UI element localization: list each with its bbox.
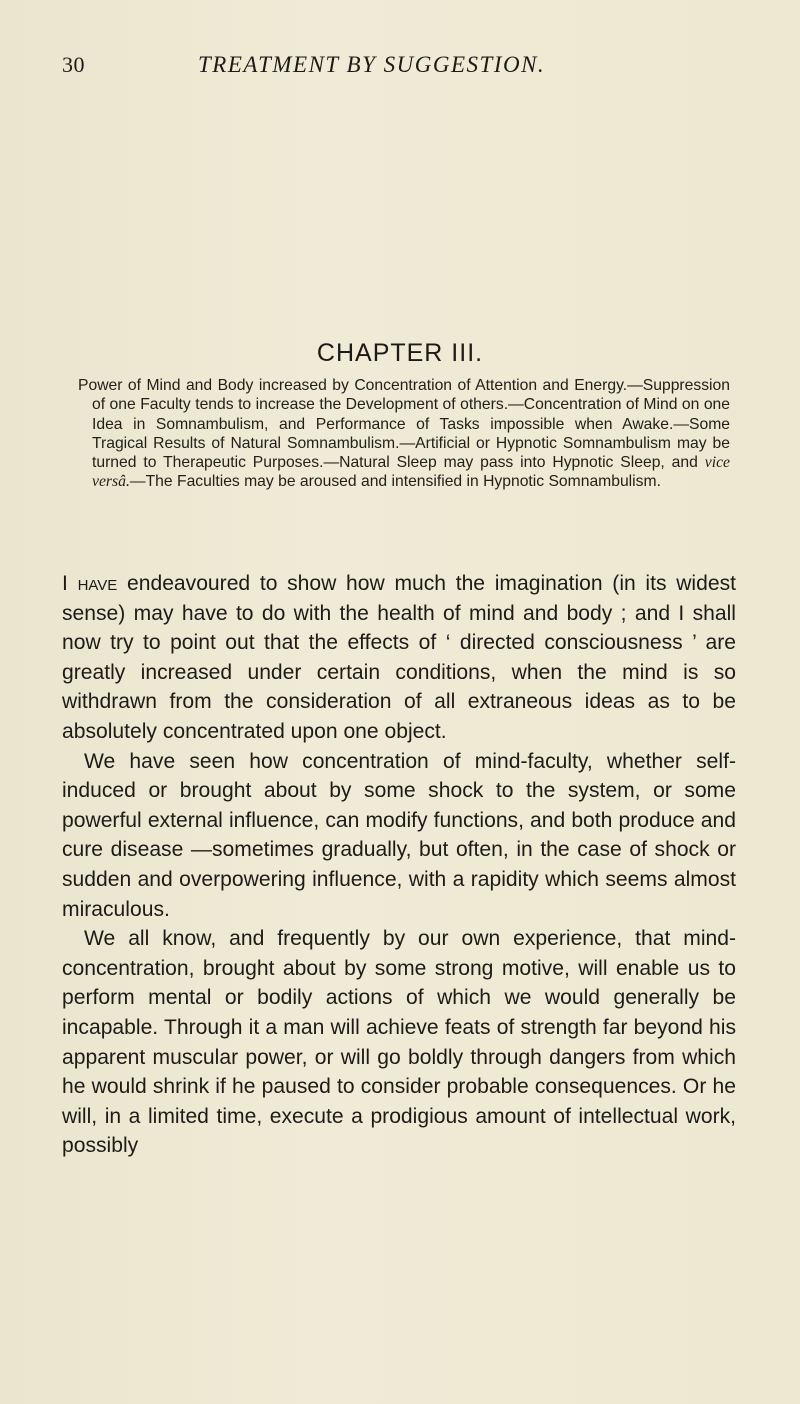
paragraph-2: We have seen how concentration of mind-faculty, whether self-induced or brought about by some shock to the system, or some powerful external influence, can modify functions, and both produce and cure disease —sometimes gradually, but often, in the case of shock or sudden and overpowering influence, with a rapidity which seems almost miraculous.: [62, 749, 736, 921]
chapter-synopsis: [78, 376, 730, 492]
opening-letter: I: [62, 572, 68, 595]
synopsis-text-1: Power of Mind and Body increased by Concentration of Attention and Energy.—Suppression of one Faculty tends to increase the Development of others.—Concentration of Mind on one Idea in Somnambulism, and Performance of Tasks impossible when Awake.—Some Tragical Results of Natural Somnambulism.—Artificial or Hypnotic Somnambulism may be turned to Therapeutic Purposes.—Natural Sleep may pass into Hypnotic Sleep, and: [78, 377, 730, 472]
running-head: TREATMENT BY SUGGESTION.: [198, 52, 546, 77]
synopsis-italic: vice versâ.: [92, 454, 730, 491]
body-text: [62, 569, 736, 1161]
synopsis-text-2: —The Faculties may be aroused and intensified in Hypnotic Somnambulism.: [129, 473, 661, 491]
chapter-title: CHAPTER III.: [316, 339, 484, 367]
paragraph-1: [62, 569, 736, 747]
paragraph-1-text: endeavoured to show how much the imagination (in its widest sense) may have to do with the health of mind and body ; and I shall now try to point out that the effects of ‘ directed consciousness ’ are greatly increased under certain conditions, when the mind is so withdrawn from the consideration of all extraneous ideas as to be absolutely concentrated upon one object.: [62, 572, 736, 743]
page-header: [62, 52, 742, 82]
page-number: 30: [62, 52, 85, 77]
paragraph-3: We all know, and frequently by our own experience, that mind-concentration, brought about by some strong motive, will enable us to perform mental or bodily actions of which we would generally be incapable. Through it a man will achieve feats of strength far beyond his apparent muscular power, or will go boldly through dangers from which he would shrink if he paused to consider probable consequences. Or he will, in a limited time, execute a prodigious amount of intellectual work, possibly: [62, 927, 736, 1158]
opening-smallcaps: have: [67, 572, 118, 595]
